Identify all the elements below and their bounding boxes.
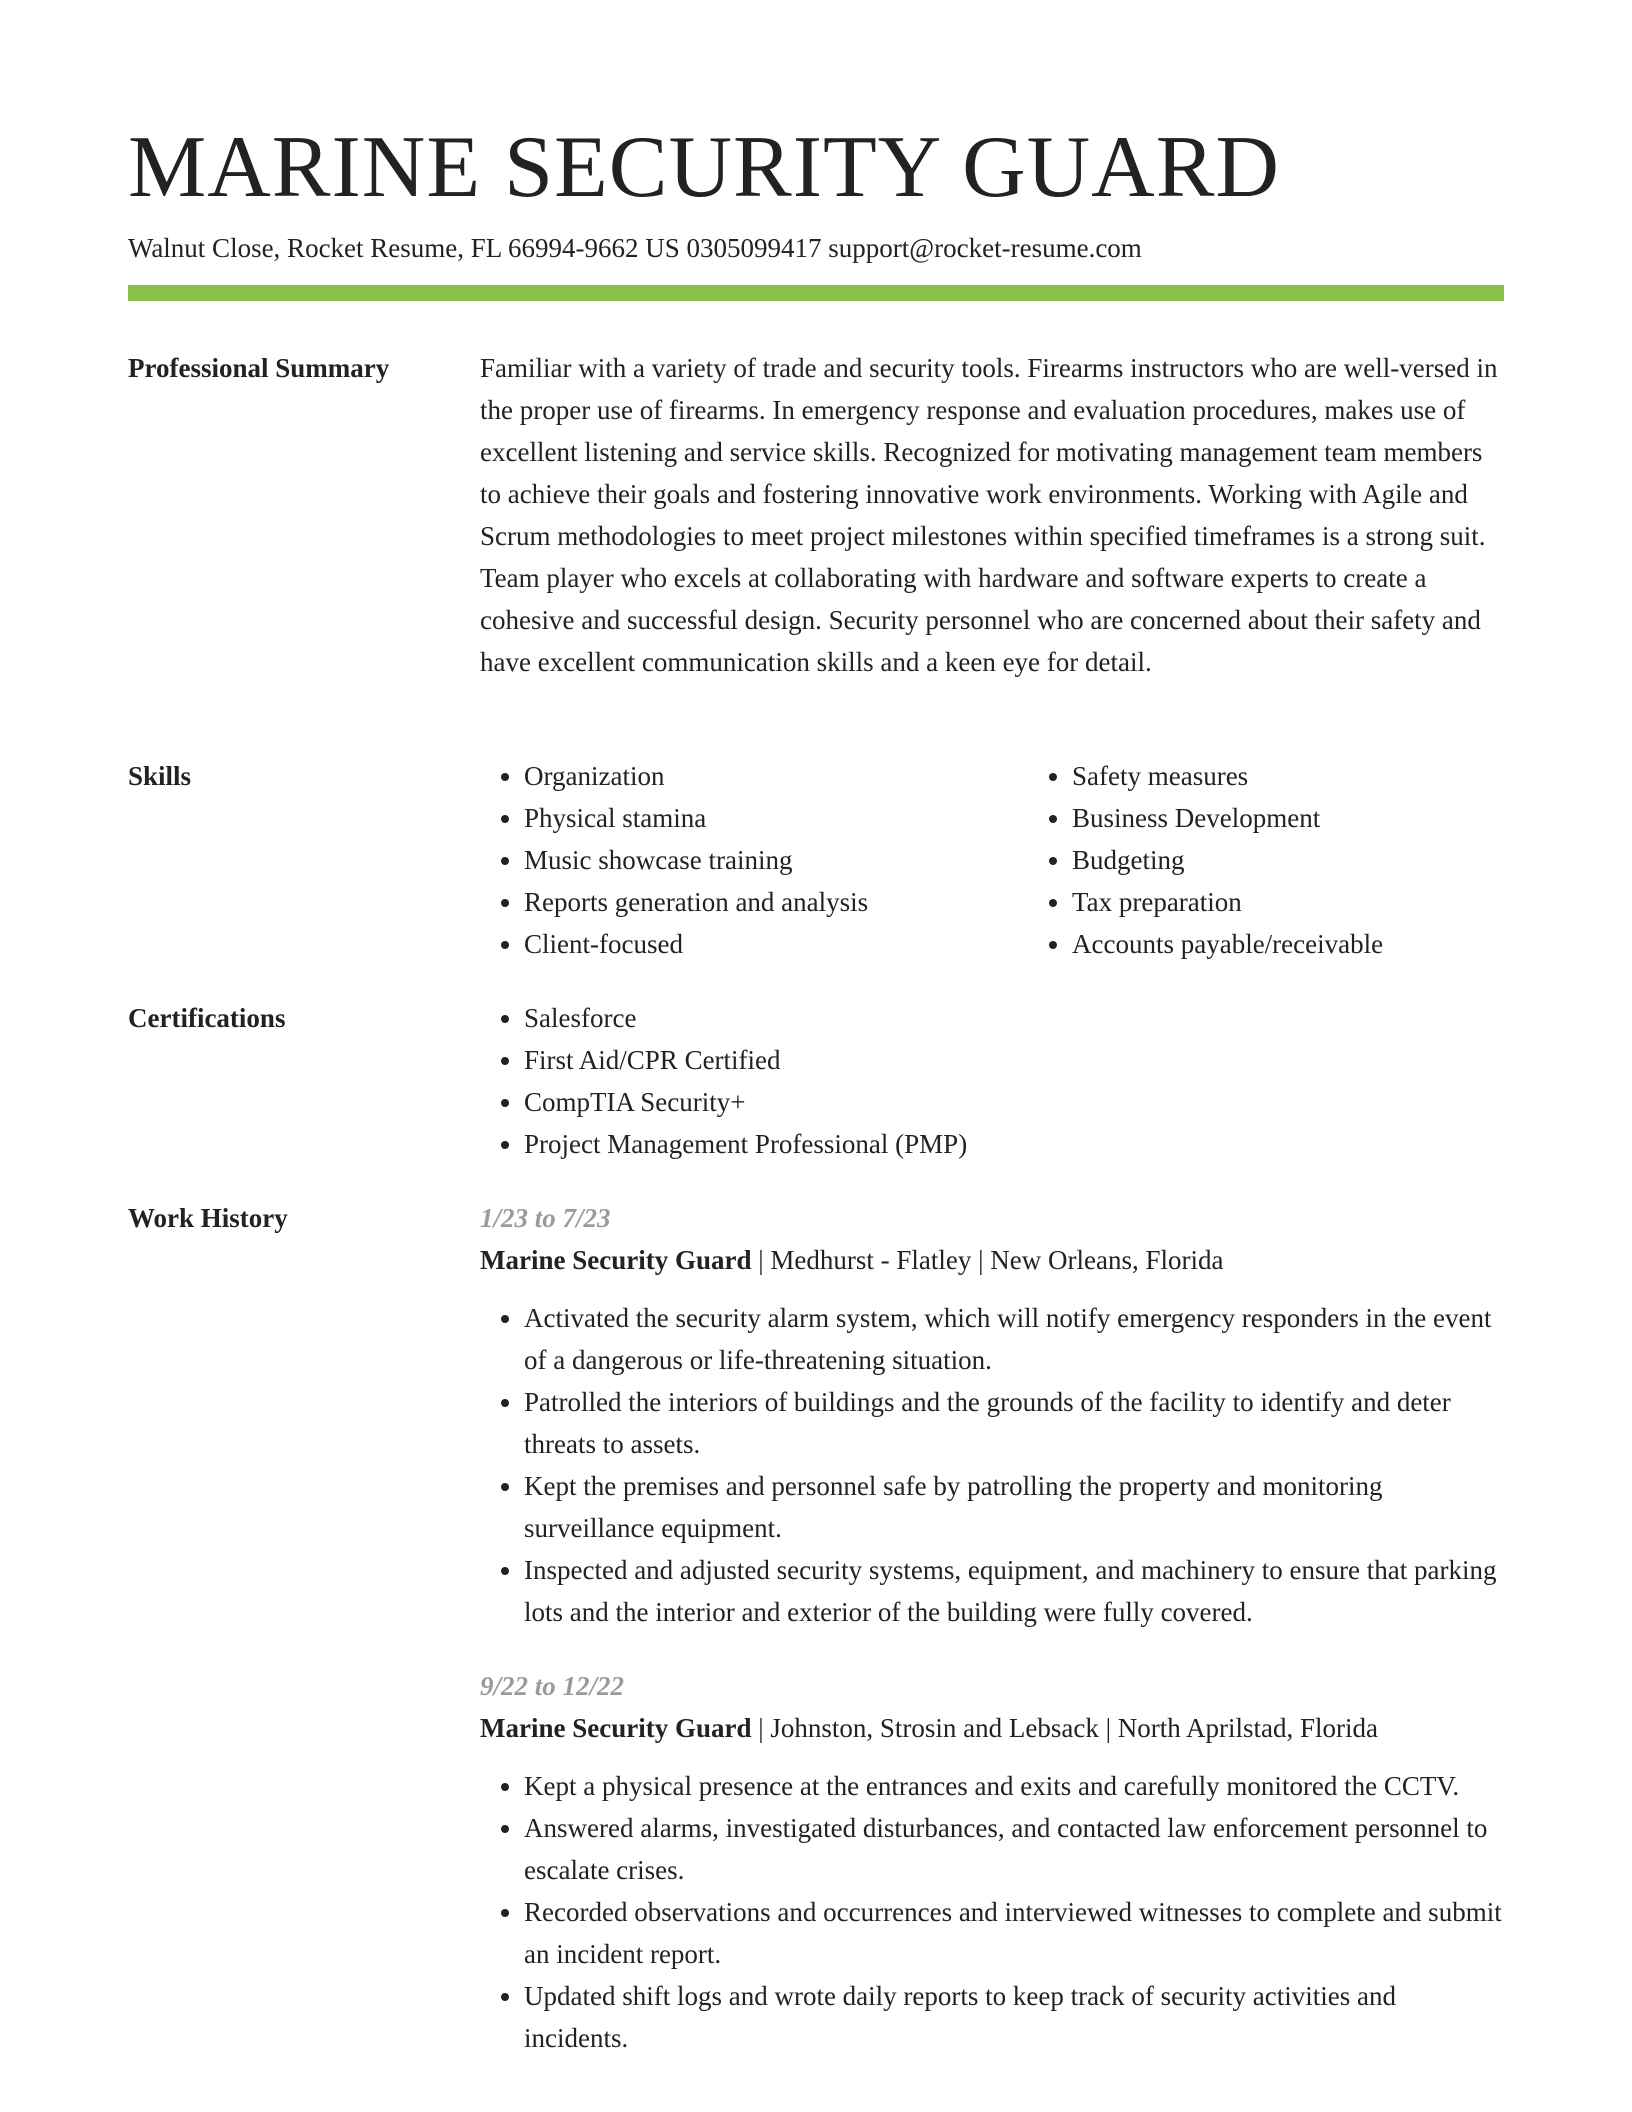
accent-divider (128, 285, 1504, 301)
certification-item: • Project Management Professional (PMP) (524, 1123, 1504, 1165)
skill-item: • Safety measures (1072, 755, 1572, 797)
certification-item: • Salesforce (524, 997, 1504, 1039)
job-duty: • Activated the security alarm system, which will notify emergency responders in the event of a dangerous or life-threatening situation. (524, 1297, 1504, 1381)
job-duty: • Recorded observations and occurrences and interviewed witnesses to complete and submit an incident report. (524, 1891, 1504, 1975)
job-dates: 1/23 to 7/23 (480, 1203, 611, 1233)
section-title-certifications: Certifications (128, 1003, 286, 1033)
skill-item: • Business Development (1072, 797, 1572, 839)
job-duty: • Kept the premises and personnel safe by patrolling the property and monitoring surveillance equipment. (524, 1465, 1504, 1549)
job-duty: • Patrolled the interiors of buildings and the grounds of the facility to identify and deter threats to assets. (524, 1381, 1504, 1465)
job-heading (480, 1707, 1504, 1749)
contact-line: Walnut Close, Rocket Resume, FL 66994-9662 US 0305099417 support@rocket-resume.com (128, 233, 1142, 263)
certification-item: • First Aid/CPR Certified (524, 1039, 1504, 1081)
job-duties-list (480, 1765, 1504, 2059)
skills-list-right (1028, 755, 1572, 965)
skill-item: • Tax preparation (1072, 881, 1572, 923)
job-duties-list (480, 1297, 1504, 1633)
job-entry (480, 1197, 1504, 1633)
job-details: | Johnston, Strosin and Lebsack | North Aprilstad, Florida (751, 1713, 1378, 1743)
skills-list-left (480, 755, 984, 965)
section-title-skills: Skills (128, 761, 192, 791)
skill-item: • Budgeting (1072, 839, 1572, 881)
skill-item: • Music showcase training (524, 839, 984, 881)
skill-item: • Physical stamina (524, 797, 984, 839)
job-heading (480, 1239, 1504, 1281)
certifications-list (480, 997, 1504, 1165)
job-details: | Medhurst - Flatley | New Orleans, Florida (751, 1245, 1224, 1275)
candidate-name: MARINE SECURITY GUARD (128, 119, 1280, 216)
section-title-summary: Professional Summary (128, 353, 390, 383)
job-title: Marine Security Guard (480, 1713, 752, 1743)
skill-item: • Accounts payable/receivable (1072, 923, 1572, 965)
job-duty: • Inspected and adjusted security systems, equipment, and machinery to ensure that parking lots and the interior and exterior of the building were fully covered. (524, 1549, 1504, 1633)
job-duty: • Updated shift logs and wrote daily reports to keep track of security activities and incidents. (524, 1975, 1504, 2059)
job-title: Marine Security Guard (480, 1245, 752, 1275)
skill-item: • Organization (524, 755, 984, 797)
certifications-body (480, 997, 1504, 1165)
skills-body (480, 755, 1504, 965)
job-entry (480, 1665, 1504, 2059)
job-duty: • Kept a physical presence at the entrances and exits and carefully monitored the CCTV. (524, 1765, 1504, 1807)
summary-text: Familiar with a variety of trade and security tools. Firearms instructors who are well-versed in the proper use of firearms. In emergency response and evaluation procedures, makes use of excellent listening and service skills. Recognized for motivating management team members to achieve their goals and fostering innovative work environments. Working with Agile and Scrum methodologies to meet project milestones within specified timeframes is a strong suit. Team player who excels at collaborating with hardware and software experts to create a cohesive and successful design. Security personnel who are concerned about their safety and have excellent communication skills and a keen eye for detail. (480, 353, 1498, 677)
certification-item: • CompTIA Security+ (524, 1081, 1504, 1123)
job-dates: 9/22 to 12/22 (480, 1671, 625, 1701)
work-history-body (480, 1197, 1504, 2091)
skill-item: • Reports generation and analysis (524, 881, 984, 923)
summary-body (480, 347, 1504, 683)
section-title-work-history: Work History (128, 1203, 288, 1233)
job-duty: • Answered alarms, investigated disturbances, and contacted law enforcement personnel to escalate crises. (524, 1807, 1504, 1891)
skill-item: • Client-focused (524, 923, 984, 965)
